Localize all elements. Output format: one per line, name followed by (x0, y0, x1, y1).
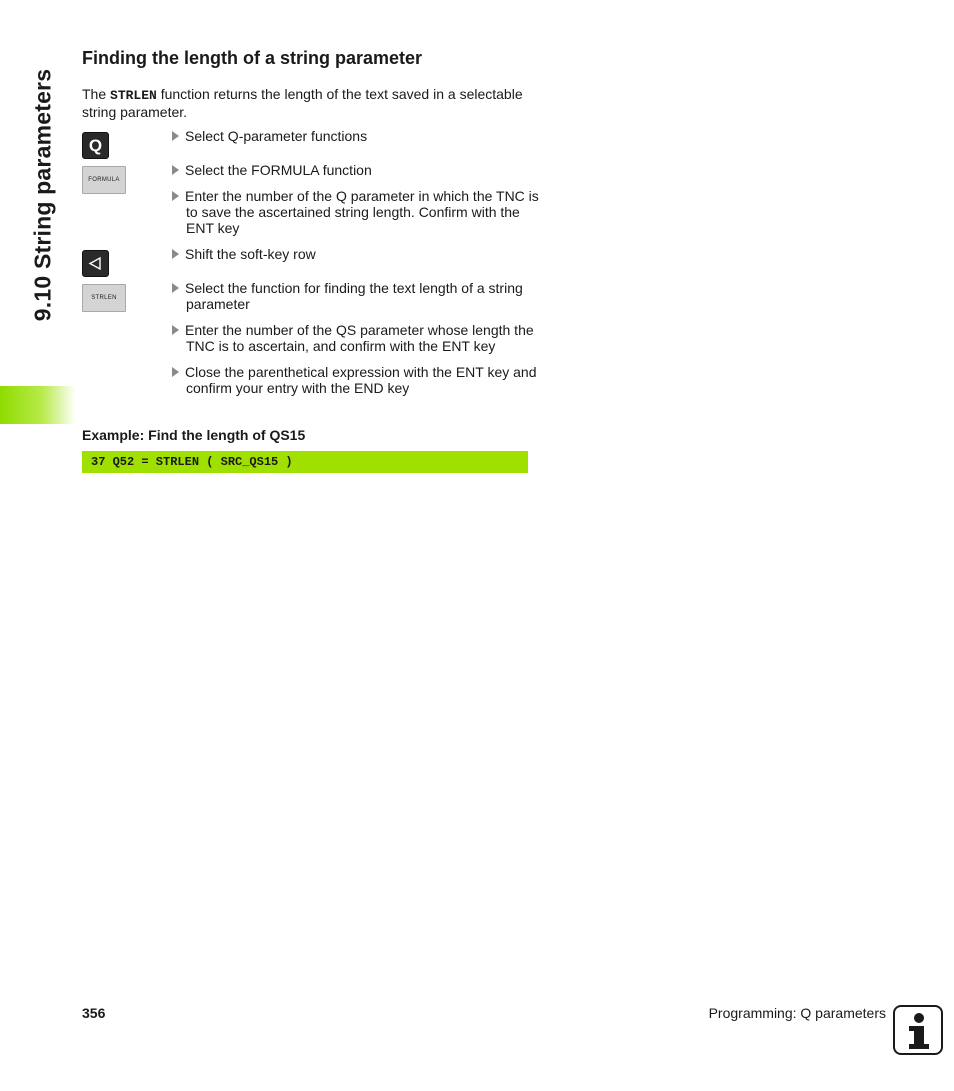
bullet-triangle-icon (172, 325, 179, 335)
step-text: Select the function for finding the text length of a string parameter (185, 280, 523, 312)
example-code-line: 37 Q52 = STRLEN ( SRC_QS15 ) (91, 455, 293, 469)
step-text: Enter the number of the Q parameter in which the TNC is to save the ascertained string length. Confirm with the ENT key (185, 188, 539, 236)
chapter-tab-marker (0, 386, 76, 424)
section-heading: Finding the length of a string parameter (82, 48, 423, 68)
page-number: 356 (82, 1005, 106, 1021)
left-triangle-icon (88, 256, 103, 271)
side-chapter-title-text: 9.10 String parameters (29, 68, 56, 322)
side-chapter-title (23, 50, 63, 340)
bullet-triangle-icon (172, 165, 179, 175)
step-text: Shift the soft-key row (185, 246, 316, 262)
step-text: Enter the number of the QS parameter whose length the TNC is to ascertain, and confirm with the ENT key (185, 322, 534, 354)
bullet-triangle-icon (172, 249, 179, 259)
bullet-triangle-icon (172, 131, 179, 141)
step-item (172, 128, 546, 144)
example-code-block (82, 451, 528, 473)
info-icon (893, 1005, 943, 1055)
formula-softkey-label: FORMULA (88, 177, 120, 183)
intro-text-after: function returns the length of the text saved in a selectable string parameter. (82, 86, 523, 120)
footer-chapter-name: Programming: Q parameters (708, 1005, 886, 1021)
step-item (172, 188, 546, 236)
step-text: Close the parenthetical expression with the ENT key and confirm your entry with the END key (185, 364, 537, 396)
step-text: Select the FORMULA function (185, 162, 372, 178)
q-key-label: Q (88, 135, 103, 155)
shift-softkey-row-key[interactable] (82, 250, 109, 277)
step-item (172, 364, 546, 396)
strlen-softkey-label: STRLEN (91, 295, 117, 301)
step-item (172, 246, 546, 262)
step-text: Select Q-parameter functions (185, 128, 368, 144)
step-item (172, 162, 546, 178)
intro-code-strlen: STRLEN (110, 88, 157, 103)
intro-text-before: The (82, 86, 111, 102)
example-label: Example: Find the length of QS15 (82, 427, 306, 443)
strlen-softkey[interactable] (82, 284, 126, 312)
step-item (172, 322, 546, 354)
intro-paragraph (82, 86, 532, 120)
bullet-triangle-icon (172, 191, 179, 201)
formula-softkey[interactable] (82, 166, 126, 194)
bullet-triangle-icon (172, 283, 179, 293)
info-glyph (895, 1007, 941, 1053)
q-key[interactable] (82, 132, 109, 159)
step-item (172, 280, 546, 312)
bullet-triangle-icon (172, 367, 179, 377)
